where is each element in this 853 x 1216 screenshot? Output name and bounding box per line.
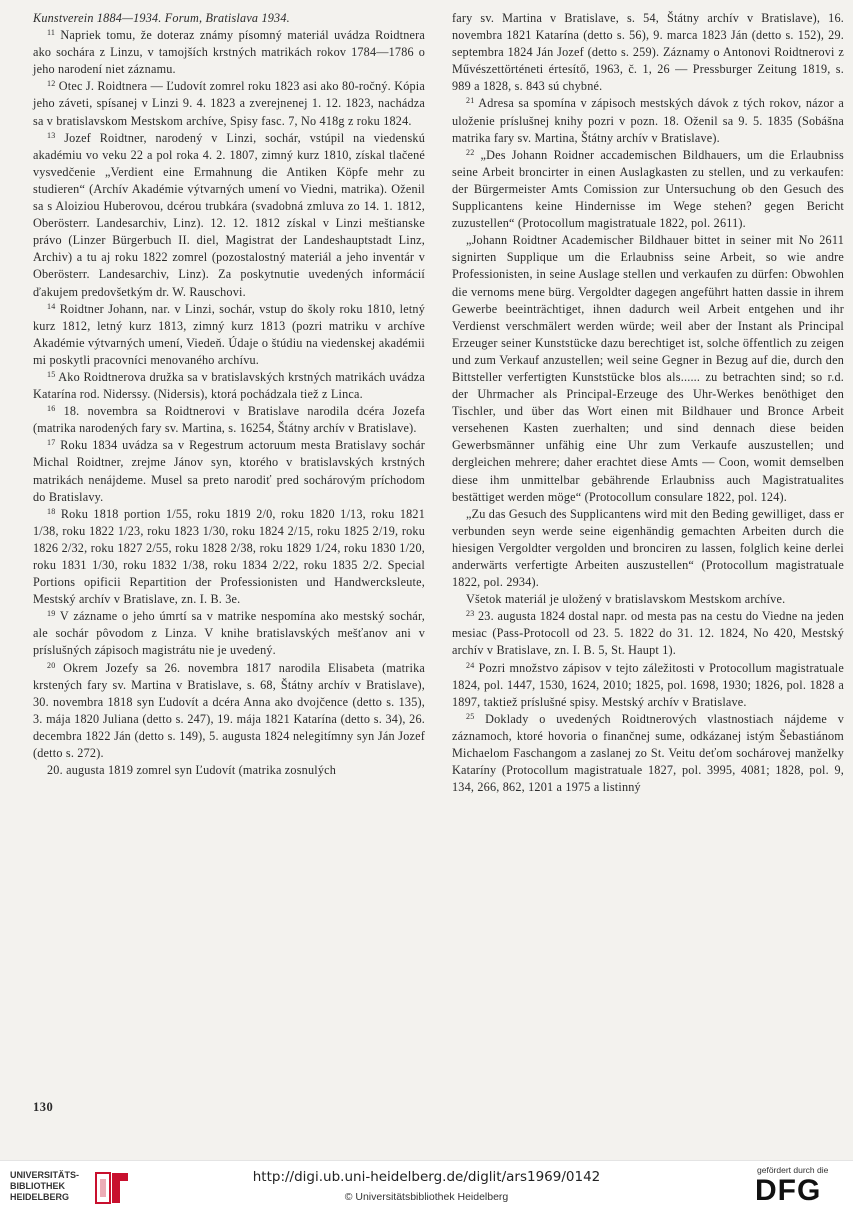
footnote-number: 16 (47, 404, 56, 414)
funded-by-label: gefördert durch die (757, 1165, 829, 1175)
footnote-number: 13 (47, 130, 56, 140)
page-number: 130 (33, 1100, 54, 1114)
footnote (33, 369, 425, 403)
footnote-number: 22 (466, 147, 475, 157)
footnote-number: 20 (47, 660, 56, 670)
footnote-number: 17 (47, 438, 56, 448)
footnote (33, 130, 425, 301)
copyright-notice: © Universitätsbibliothek Heidelberg (344, 1191, 509, 1203)
footnote (452, 608, 844, 659)
library-name: UNIVERSITÄTS- BIBLIOTHEK HEIDELBERG (10, 1170, 80, 1202)
footnote (33, 660, 425, 763)
footnote-number: 25 (466, 711, 475, 721)
footnote (33, 27, 425, 78)
footnote-text: Jozef Roidtner, narodený v Linzi, sochár, vstúpil na viedenskú akadémiu vo veku 22 a pol roka 4. 2. 1807, zimný kurz 1810, získal tlačené vysvedčenie „Verdient eine Ermahnung die Antiken Köpfe mehr zu studieren“ (Archív Akadémie výtvarných umení vo Viedni, matrika). Oženil sa s Aloiziou Huberovou, dcérou trubkára (svadobná zmluva zo 14. 1. 1812, Oberösterr. Landesarchiv, Linz). 12. 12. 1812 získal v Linzi meštianske právo (Linzer Bürgerbuch II. diel, Magistrat der Landeshauptstadt Linz, Archiv) a tu aj roku 1822 zomrel (pozostalostný materiál a jeho inventár v Oberösterr. Landesarchiv, Linz). Za poskytnutie uvedených informácií ďakujem predovšetkým dr. W. Rauschovi. (33, 130, 426, 299)
footnote (33, 608, 425, 659)
footnote (33, 506, 425, 609)
footnote (33, 78, 425, 129)
left-column (33, 10, 425, 779)
continued-paragraph: fary sv. Martina v Bratislave, s. 54, Štátny archív v Bratislave), 16. novembra 1821 Katarína (detto s. 56), 9. marca 1823 Ján (detto s. 152), 29. septembra 1824 Ján Jozef (detto s. 259). Záznamy o Antonovi Roidtnerovi z Művészettörténeti értesítő, 1963, č. 1, 26 — Pressburger Zeitung 1819, s. 989 a 1828, s. 843 sú chybné. (452, 11, 844, 94)
footnote-text: „Des Johann Roidner accademischen Bildhauers, um die Erlaubniss seine Arbeit broncirter in einen Auslagkasten zu stellen, und zu verkaufen: der Bürgermeister Amts Comission zur Untersuchung ob den Gesuch des Supplicantens keine Hindernisse im Wege stehen? gegen Bericht zuzustellen“ (Protocollum magistratuale 1822, pol. 2611). (452, 147, 844, 231)
footnote-text: Roku 1834 uvádza sa v Regestrum actoruum mesta Bratislavy sochár Michal Roidtner, zrejme Jánov syn, ktorého v bratislavských krstných matrikách nenájdeme. Musel sa preto narodiť pred sochárovým príchodom do Bratislavy. (33, 438, 426, 504)
paragraph: „Johann Roidtner Academischer Bildhauer bittet in seiner mit No 2611 signirten Supplique um die Erlaubniss seine Arbeit, so wie andre Professionisten, in seine Auslage stellen und verkaufen zu dürfen: Obwohlen die vernoms mene bürg. Vergoldter dagegen angeführt hatten dassie in ihrem Gewerbe beeinträchtiget, ihnen dadurch weil Arbeit entgehen und ihr Verdienst verschmälert werden würde; weil aber der Instant als Principal Erzeuger seiner Kunststücke dazu berechtiget ist, solche öffentlich zu zeigen und zum Verkauf anzustellen; weil seine Gegner in Bezug auf die, durch den Bittsteller verfertigten Kunststücke blos als...... zu betrachten sind; so r.d. der Uhrmacher als Principal-Erzeuge des Uhr-Werkes benöthiget den Tischler, und über das Wort einen mit Bildhauer und Bronce Arbeit versehenen Kasten zuerhalten; und sind dennach diese beiden Gewerbsmänner unfähig eine Uhr zum Verkaufe auszustellen; und dergleichen mehrere; daher erachtet diese Amts — Coon, womit demselben diese ihm unmittelbar gebährende Erlaubniss auch Magistratualites bestättiget werden möge“ (Protocollum consulare 1822, pol. 124). (452, 233, 844, 504)
paragraph: 20. augusta 1819 zomrel syn Ľudovít (matrika zosnulých (47, 763, 337, 778)
footnote-text: Roku 1818 portion 1/55, roku 1819 2/0, roku 1820 1/13, roku 1821 1/38, roku 1822 1/23, roku 1823 1/30, roku 1824 2/15, roku 1825 2/19, roku 1826 2/32, roku 1827 2/55, roku 1828 2/38, roku 1829 1/24, roku 1830 1/20, roku 1831 1/30, roku 1832 1/38, roku 1834 2/22, roku 1835 2/2. Special Portions opificii Repartition der Professionisten und Handwercksleute, Mestský archív v Bratislave, zn. I. B. 3e. (33, 506, 426, 607)
footnote-text: Napriek tomu, že doteraz známy písomný materiál uvádza Roidtnera ako sochára z Linzu, v tamojších krstných matrikách rokov 1784—1786 o jeho narodení niet záznamu. (33, 28, 426, 77)
footnote-number: 15 (47, 369, 56, 379)
footnote (452, 147, 844, 232)
footnote (33, 301, 425, 369)
footnote-text: Pozri množstvo zápisov v tejto záležitosti v Protocollum magistratuale 1824, pol. 1447, 1530, 1624, 2010; 1825, pol. 1698, 1930; 1826, pol. 1828 a 1897, taktiež príslušné spisy. Mestský archív v Bratislave. (452, 660, 844, 709)
footnote-number: 12 (47, 79, 56, 89)
running-header (33, 10, 425, 27)
footnote-text: Okrem Jozefy sa 26. novembra 1817 narodila Elisabeta (matrika krstených fary sv. Martina v Bratislave, s. 68, Štátny archív v Bratislave), 30. novembra 1818 syn Ľudovít a dcéra Anna ako dvojčence (detto s. 135), 3. mája 1820 Juliana (detto s. 247), 19. mája 1821 Katarína (detto s. 34), 26. decembra 1822 Ján (detto s. 149), 5. augusta 1824 nelegitímny syn Ján Jozef (detto s. 272). (33, 660, 425, 761)
dfg-funding-logo[interactable] (755, 1165, 845, 1211)
footnote-text: V zázname o jeho úmrtí sa v matrike nespomína ako mestský sochár, ale sochár pôvodom z Linza. V knihe bratislavských mešťanov ani v príslušných zápisoch magistrátu nie je uvedený. (33, 609, 425, 658)
footer-bar (0, 1160, 853, 1216)
footnote-number: 19 (47, 609, 56, 619)
footnote-number: 24 (466, 660, 475, 670)
footnote-text: Roidtner Johann, nar. v Linzi, sochár, vstup do školy roku 1810, letný kurz 1812, letný kurz 1813, zimný kurz 1813 (pozri matriku v archíve Akadémie výtvarných umení, Viedeň. Údaje o štúdiu na viedenskej akadémii mi poskytli pracovníci menovaného archívu. (33, 301, 426, 367)
footnote-number: 23 (466, 609, 475, 619)
footnote (452, 711, 844, 796)
footnote-number: 11 (47, 28, 56, 38)
footnote (33, 437, 425, 505)
footnote-number: 18 (47, 506, 56, 516)
footnote-number: 14 (47, 301, 56, 311)
footnote-text: Ako Roidtnerova družka sa v bratislavských krstných matrikách uvádza Katarína rod. Niderssy. (Nidersis), ktorá pochádzala tiež z Linca. (33, 369, 425, 402)
footnote-text: Adresa sa spomína v zápisoch mestských dávok z tých rokov, názor a uloženie príslušnej knihy pozri v pozn. 18. Oženil sa 9. 5. 1835 (Sobášna matrika fary sv. Martina, Štátny archív v Bratislave). (452, 96, 844, 145)
dfg-logo-text: DFG (755, 1174, 822, 1207)
footnote-text: 18. novembra sa Roidtnerovi v Bratislave narodila dcéra Jozefa (matrika narodených fary sv. Martina, s. 16254, Štátny archív v Bratislave). (33, 404, 425, 436)
footnote-number: 21 (466, 96, 475, 106)
footnote (452, 95, 844, 146)
footnote-text: 23. augusta 1824 dostal napr. od mesta pas na cestu do Viedne na jeden mesiac (Pass-Protocoll od 23. 5. 1822 do 31. 12. 1824, No 420, Mestský archív v Bratislave, zn. I. B. 5, St. Haupt 1). (452, 609, 844, 658)
right-column (452, 10, 844, 796)
document-url-link[interactable]: http://digi.ub.uni-heidelberg.de/diglit/ars1969/0142 (252, 1169, 601, 1185)
paragraph: „Zu das Gesuch des Supplicantens wird mit den Beding gewilliget, dass er verbunden seyn werde seine eigenhändig gemachten Arbeiten durch die hiesigen Vergoldter vergolden und bronciren zu lassen, folglich keine derlei anderwärts verfertigte Arbeiten auszustellen“ (Protocollum magistratuale 1822, pol. 2934). (452, 506, 844, 590)
footnote (33, 403, 425, 437)
footnote-text: Otec J. Roidtnera — Ľudovít zomrel roku 1823 asi ako 80-ročný. Kópia jeho záveti, spísanej v Linzi 9. 4. 1823 a zverejnenej 1. 12. 1823, nachádza sa v bratislavskom Mestskom archíve, Spisy fasc. 7, No 418g z roku 1824. (33, 79, 426, 128)
footnote (452, 660, 844, 711)
paragraph: Všetok materiál je uložený v bratislavskom Mestskom archíve. (466, 592, 786, 607)
running-header-text: Kunstverein 1884—1934. Forum, Bratislava 1934. (33, 11, 290, 25)
footnote-text: Doklady o uvedených Roidtnerových vlastnostiach nájdeme v záznamoch, ktoré hovoria o finančnej sume, odkázanej istým Šebastiánom Michaelom Faschangom a zaslanej zo St. Veitu deťom sochárovej manželky Kataríny (Protocollum magistratuale 1827, pol. 3995, 4081; 1828, pol. 9, 134, 266, 862, 1201 a 1975 a listinný (452, 711, 845, 795)
